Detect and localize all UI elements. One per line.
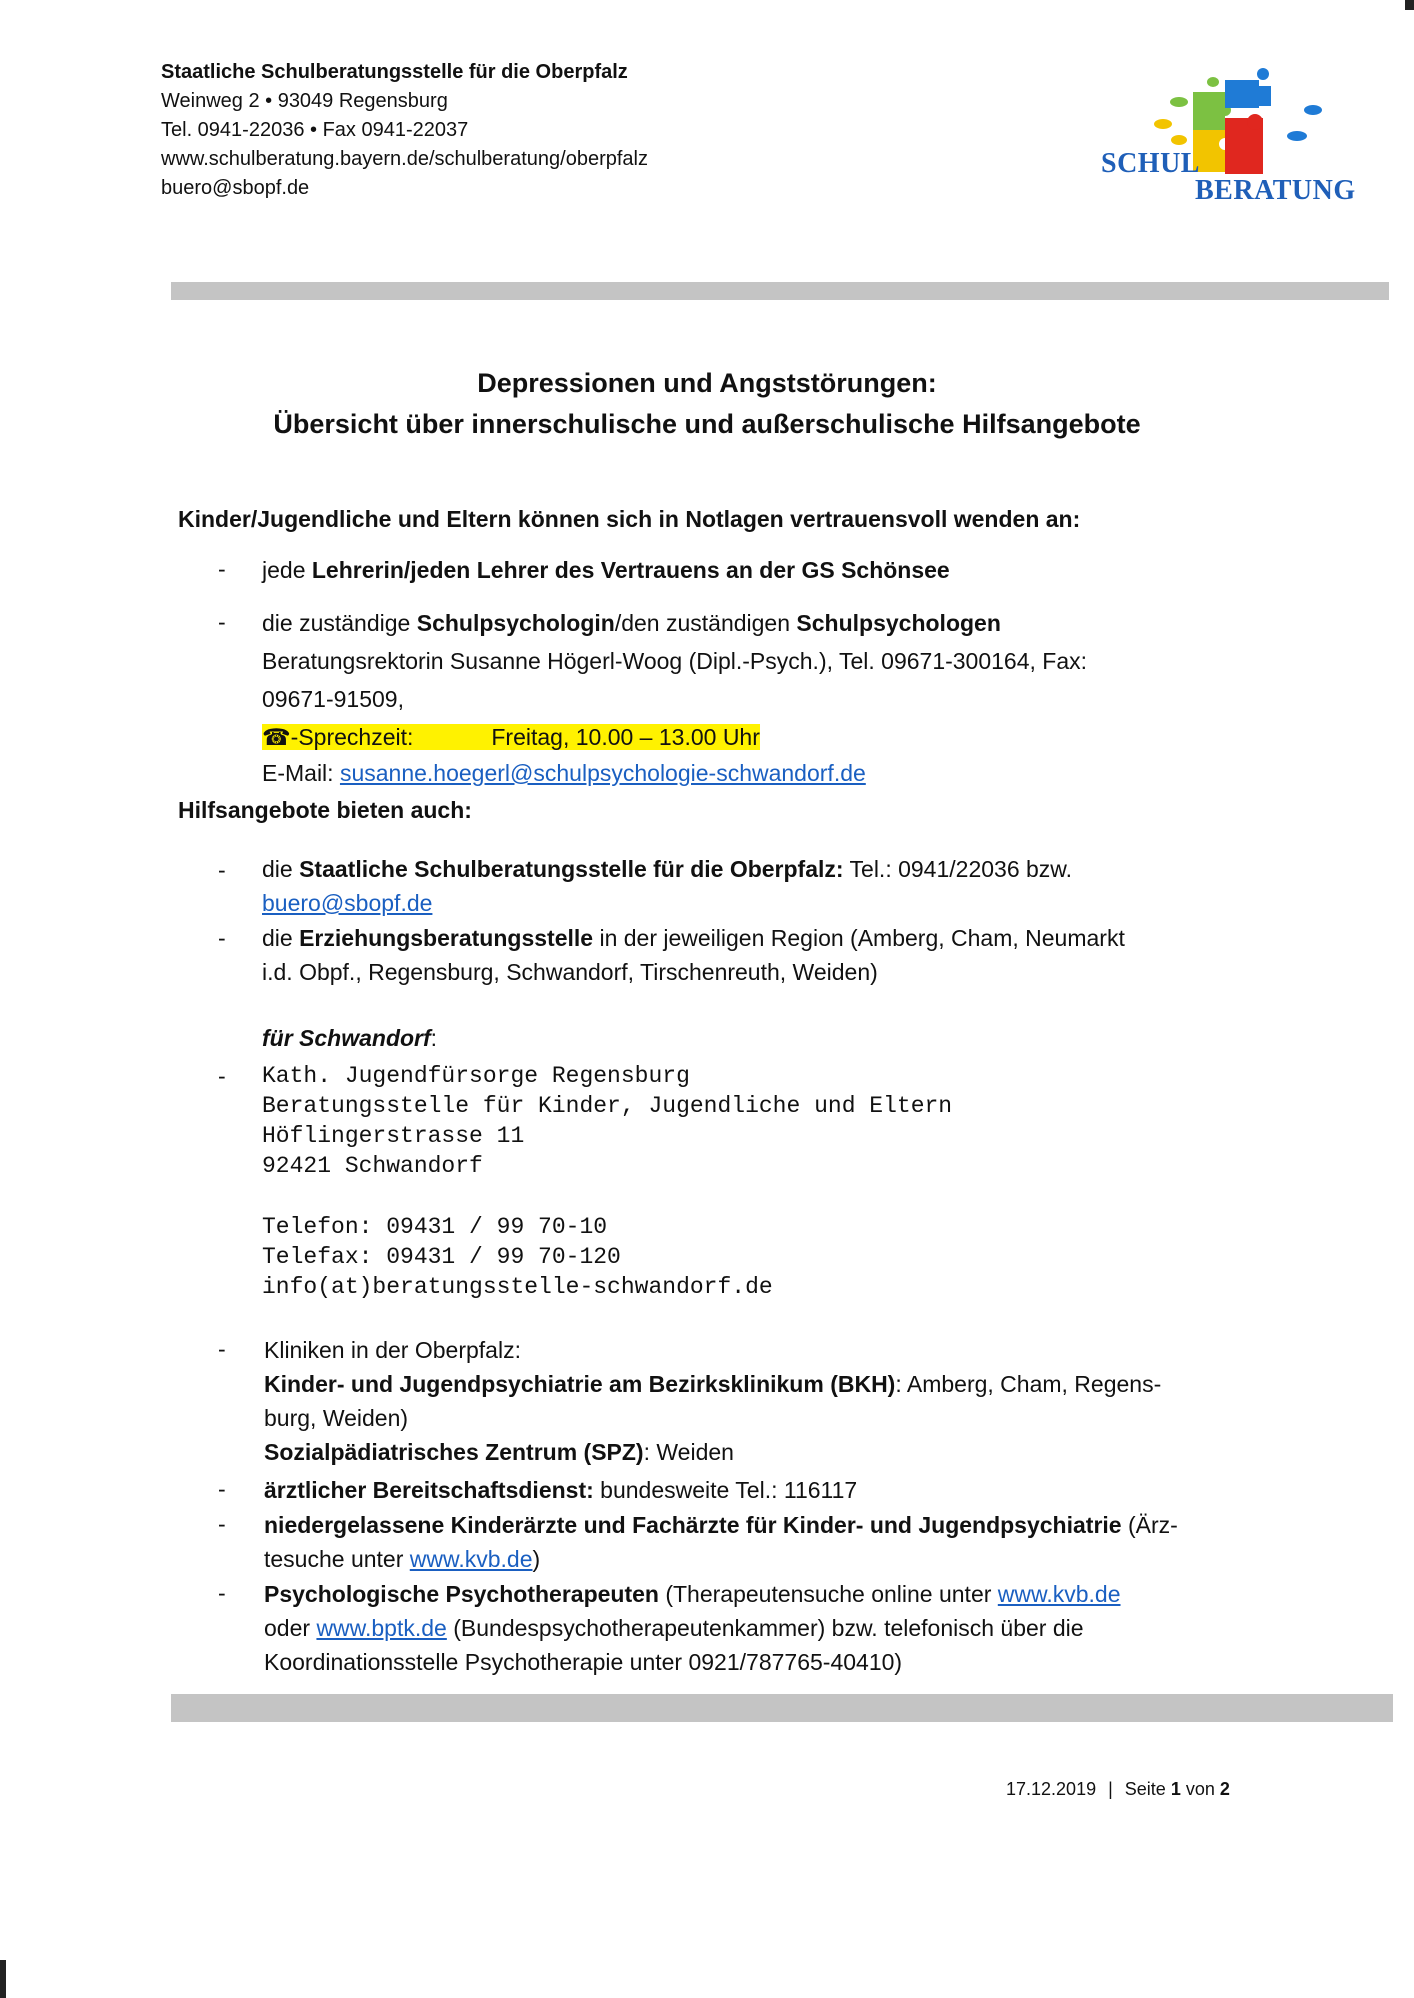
text: Tel.: 0941/22036 bzw. [843, 856, 1073, 882]
phone-icon: ☎ [262, 724, 291, 750]
text-bold: niedergelassene Kinderärzte und Fachärzte für Kinder- und Jugendpsychiatrie [264, 1512, 1122, 1538]
text: : Weiden [643, 1439, 734, 1465]
text-bold: ärztlicher Bereitschaftsdienst: [264, 1477, 594, 1503]
psychologist-fax: 09671-91509, [262, 686, 404, 712]
sender-address: Weinweg 2 • 93049 Regensburg [161, 90, 448, 112]
psychologist-contact: Beratungsrektorin Susanne Högerl-Woog (Dipl.-Psych.), Tel. 09671-300164, Fax: [262, 648, 1088, 674]
text-bold-italic: für Schwandorf [262, 1025, 431, 1051]
list-item-psychotherapeuten [264, 1577, 1121, 1679]
contact-phone: Telefon: 09431 / 99 70-10 [262, 1214, 608, 1240]
scan-edge-mark [0, 1960, 6, 1998]
text: bundesweite Tel.: 116117 [593, 1477, 858, 1503]
list-dash: - [218, 1580, 226, 1606]
text-bold: Schulpsychologin [416, 610, 615, 636]
footer-date: 17.12.2019 [1006, 1779, 1097, 1799]
text: burg, Weiden) [264, 1405, 409, 1431]
office-hours [262, 720, 1087, 754]
address-line: 92421 Schwandorf [262, 1153, 483, 1179]
contact-email: info(at)beratungsstelle-schwandorf.de [262, 1274, 773, 1300]
text: ) [532, 1546, 541, 1572]
list-item-kinderaerzte [264, 1508, 1178, 1576]
text: (Ärz- [1121, 1512, 1178, 1538]
text-bold: Lehrerin/jeden Lehrer des Vertrauens an der GS Schönsee [311, 557, 950, 583]
bptk-link[interactable]: www.bptk.de [316, 1615, 447, 1641]
text: Koordinationsstelle Psychotherapie unter 0921/787765-40410) [264, 1649, 903, 1675]
schulberatung-logo [1095, 62, 1355, 210]
text: in der jeweiligen Region (Amberg, Cham, Neumarkt [593, 925, 1125, 951]
office-hours-value: Freitag, 10.00 – 13.00 Uhr [491, 724, 760, 750]
list-item-schulberatung [262, 852, 1072, 920]
list-dash: - [218, 1511, 226, 1537]
list-dash: - [218, 857, 226, 883]
sbopf-email-link[interactable]: buero@sbopf.de [262, 890, 433, 916]
kvb-link[interactable]: www.kvb.de [997, 1581, 1121, 1607]
sender-org: Staatliche Schulberatungsstelle für die Oberpfalz [161, 61, 628, 83]
office-hours-label: -Sprechzeit: [290, 724, 414, 750]
page-title-line2: Übersicht über innerschulische und außerschulische Hilfsangebote [273, 409, 1141, 439]
kliniken-heading: Kliniken in der Oberpfalz: [264, 1337, 521, 1363]
text-bold: Erziehungsberatungsstelle [299, 925, 594, 951]
contact-fax: Telefax: 09431 / 99 70-120 [262, 1244, 621, 1270]
schwandorf-contact [262, 1212, 773, 1302]
footer-divider [171, 1694, 1393, 1722]
text: /den zuständigen [614, 610, 797, 636]
page-footer [1006, 1779, 1230, 1800]
address-line: Höflingerstrasse 11 [262, 1123, 525, 1149]
list-item-psychologist [262, 606, 1087, 790]
text-bold: Staatliche Schulberatungsstelle für die Oberpfalz: [299, 856, 844, 882]
schwandorf-address [262, 1061, 952, 1181]
list-item-teacher [262, 553, 950, 587]
psychologist-email-link[interactable]: susanne.hoegerl@schulpsychologie-schwandorf.de [339, 760, 866, 786]
schwandorf-label [262, 1021, 437, 1055]
scan-edge-mark [1405, 0, 1414, 10]
text: Seite [1124, 1779, 1171, 1799]
page-total: 2 [1219, 1779, 1230, 1799]
header-divider [171, 282, 1389, 300]
section1-heading: Kinder/Jugendliche und Eltern können sich in Notlagen vertrauensvoll wenden an: [178, 506, 1081, 532]
text-bold: Psychologische Psychotherapeuten [264, 1581, 659, 1607]
list-item-kliniken [264, 1333, 1161, 1469]
text: (Bundespsychotherapeutenkammer) bzw. telefonisch über die [446, 1615, 1084, 1641]
text: (Therapeutensuche online unter [658, 1581, 998, 1607]
sender-phone: Tel. 0941-22036 • Fax 0941-22037 [161, 119, 469, 141]
text: oder [264, 1615, 317, 1641]
sender-email: buero@sbopf.de [161, 177, 310, 199]
text: : [430, 1025, 438, 1051]
logo-word-schul: SCHUL [1101, 148, 1200, 179]
page-number: 1 [1170, 1779, 1181, 1799]
list-dash: - [218, 1063, 226, 1089]
sender-web: www.schulberatung.bayern.de/schulberatung/oberpfalz [161, 148, 648, 170]
text: tesuche unter [264, 1546, 410, 1572]
page-title-line1: Depressionen und Angststörungen: [477, 368, 937, 398]
email-label: E-Mail: [262, 760, 340, 786]
list-item-bereitschaftsdienst [264, 1473, 857, 1507]
list-dash: - [218, 925, 226, 951]
text-bold: Sozialpädiatrisches Zentrum (SPZ) [264, 1439, 644, 1465]
text-bold: Kinder- und Jugendpsychiatrie am Bezirksklinikum (BKH) [264, 1371, 896, 1397]
text: die [262, 856, 300, 882]
list-dash: - [218, 609, 226, 635]
list-dash: - [218, 556, 226, 582]
text: die [262, 925, 300, 951]
section2-heading: Hilfsangebote bieten auch: [178, 797, 472, 823]
address-line: Beratungsstelle für Kinder, Jugendliche und Eltern [262, 1093, 953, 1119]
text: jede [262, 557, 312, 583]
logo-word-beratung: BERATUNG [1195, 175, 1356, 206]
list-dash: - [218, 1476, 226, 1502]
list-dash: - [218, 1336, 226, 1362]
kvb-link[interactable]: www.kvb.de [409, 1546, 533, 1572]
text: die zuständige [262, 610, 417, 636]
text: von [1180, 1779, 1220, 1799]
text-bold: Schulpsychologen [796, 610, 1001, 636]
sender-block [161, 58, 648, 203]
footer-separator: | [1108, 1779, 1113, 1799]
list-item-erziehungsberatung [262, 921, 1125, 989]
address-line: Kath. Jugendfürsorge Regensburg [262, 1063, 690, 1089]
text: : Amberg, Cham, Regens- [895, 1371, 1162, 1397]
region-list: i.d. Obpf., Regensburg, Schwandorf, Tirschenreuth, Weiden) [262, 959, 878, 985]
